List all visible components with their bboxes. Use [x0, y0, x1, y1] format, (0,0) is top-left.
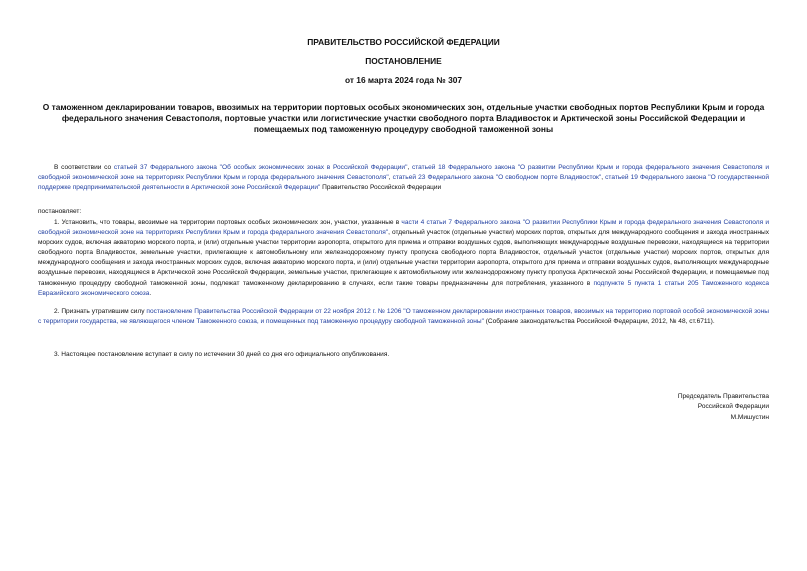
preamble-text-3: , — [388, 174, 393, 182]
item-1-text-2: , отдельный участок (отдельные участки) морских портов, открытых для международного сообщения и захода иностранных морских судов, включая акваторию морского порта, и (или) отдельные участки территории аэропорта, открытого для приема и отправки воздушных судов, выполняющих международные воздушные перевозки, находящиеся на территории свободного порта Владивосток, земельные участки, прилегающие к автомобильному или железнодорожному пункту пропуска свободного порта Владивосток, отдельный участок (отдельные участки) морских портов, открытых для международного сообщения и захода иностранных морских судов, включая акваторию морского порта, и (или) отдельные участки территории аэропорта, открытого для приема и отправки воздушных судов, выполняющих международные воздушные перевозки, находящиеся в Арктической зоне Российской Федерации, земельные участки, прилегающие к автомобильному или железнодорожному пункту пропуска Арктической зоны Российской Федерации, и помещаемые под таможенную процедуру свободной таможенной зоны, подлежат таможенному декларированию в случаях, если такие товары предназначены для потребления, указанного в — [38, 229, 769, 287]
resolution-1206-link[interactable]: постановление Правительства Российской Федерации от 22 ноября 2012 г. № 1206 "О таможенном декларировании иностранных товаров, ввозимых на территорию портовой особой экономической зоны с территории государства, не являющегося членом Таможенного союза, и помещенных под таможенную процедуру свободной таможенной зоны" — [38, 308, 769, 326]
document-type-heading: ПОСТАНОВЛЕНИЕ — [365, 56, 442, 66]
signature-block — [678, 392, 769, 423]
customs-code-link[interactable]: подпункте 5 пункта 1 статьи 205 Таможенного кодекса Евразийского экономического союза — [38, 279, 769, 297]
preamble-text-1: В соответствии со — [54, 164, 114, 171]
item-3-paragraph: 3. Настоящее постановление вступает в силу по истечении 30 дней со дня его официального опубликования. — [54, 351, 390, 358]
law-link-part-4-article-7[interactable]: части 4 статьи 7 Федерального закона "О развитии Республики Крым и города федерального значения Севастополя и свободной экономической зоне на территориях Республики Крым и города федерального значения Севастополя" — [38, 219, 770, 237]
signature-title-line-2: Российской Федерации — [697, 403, 769, 411]
preamble-text-4: , — [601, 174, 606, 182]
date-number-heading: от 16 марта 2024 года № 307 — [344, 75, 463, 85]
signature-title-line-1: Председатель Правительства — [677, 393, 769, 400]
item-1-paragraph — [38, 218, 769, 299]
item-1-text-1: 1. Установить, что товары, ввозимые на территории портовых особых экономических зон, участки, указанные в — [54, 219, 402, 226]
resolves-line: постановляет: — [38, 208, 82, 215]
law-link-article-23[interactable]: статьей 23 Федерального закона "О свободном порте Владивосток" — [392, 174, 602, 182]
law-link-article-19[interactable]: статьей 19 Федерального закона "О государственной поддержке предпринимательской деятельности в Арктической зоне Российской Федерации" — [38, 174, 769, 192]
law-link-article-37[interactable]: статьей 37 Федерального закона "Об особых экономических зонах в Российской Федерации" — [113, 164, 408, 171]
item-1-text-3: . — [149, 289, 152, 297]
preamble-text-2: , — [407, 164, 412, 171]
preamble-paragraph — [38, 163, 769, 193]
document-title: О таможенном декларировании товаров, ввозимых на территории портовых особых экономических зон, отдельные участки свободных портов Республики Крым и города федерального значения Севастополя, портовые участки или логистические участки свободного порта Владивосток и Арктической зоны Российской Федерации и помещаемых под таможенную процедуру свободной таможенной зоны — [42, 102, 765, 135]
law-link-article-18[interactable]: статьей 18 Федерального закона "О развитии Республики Крым и города федерального значения Севастополя и свободной экономической зоне на территориях Республики Крым и города федерального значения Севастополя" — [38, 164, 769, 182]
item-2-text-1: 2. Признать утратившим силу — [54, 308, 147, 315]
government-heading: ПРАВИТЕЛЬСТВО РОССИЙСКОЙ ФЕДЕРАЦИИ — [307, 37, 500, 47]
item-2-text-2: (Собрание законодательства Российской Федерации, 2012, № 48, ст.6711). — [483, 318, 715, 326]
item-2-paragraph — [38, 307, 769, 327]
preamble-text-5: Правительство Российской Федерации — [320, 184, 442, 192]
signatory-name: М.Мишустин — [730, 413, 769, 421]
